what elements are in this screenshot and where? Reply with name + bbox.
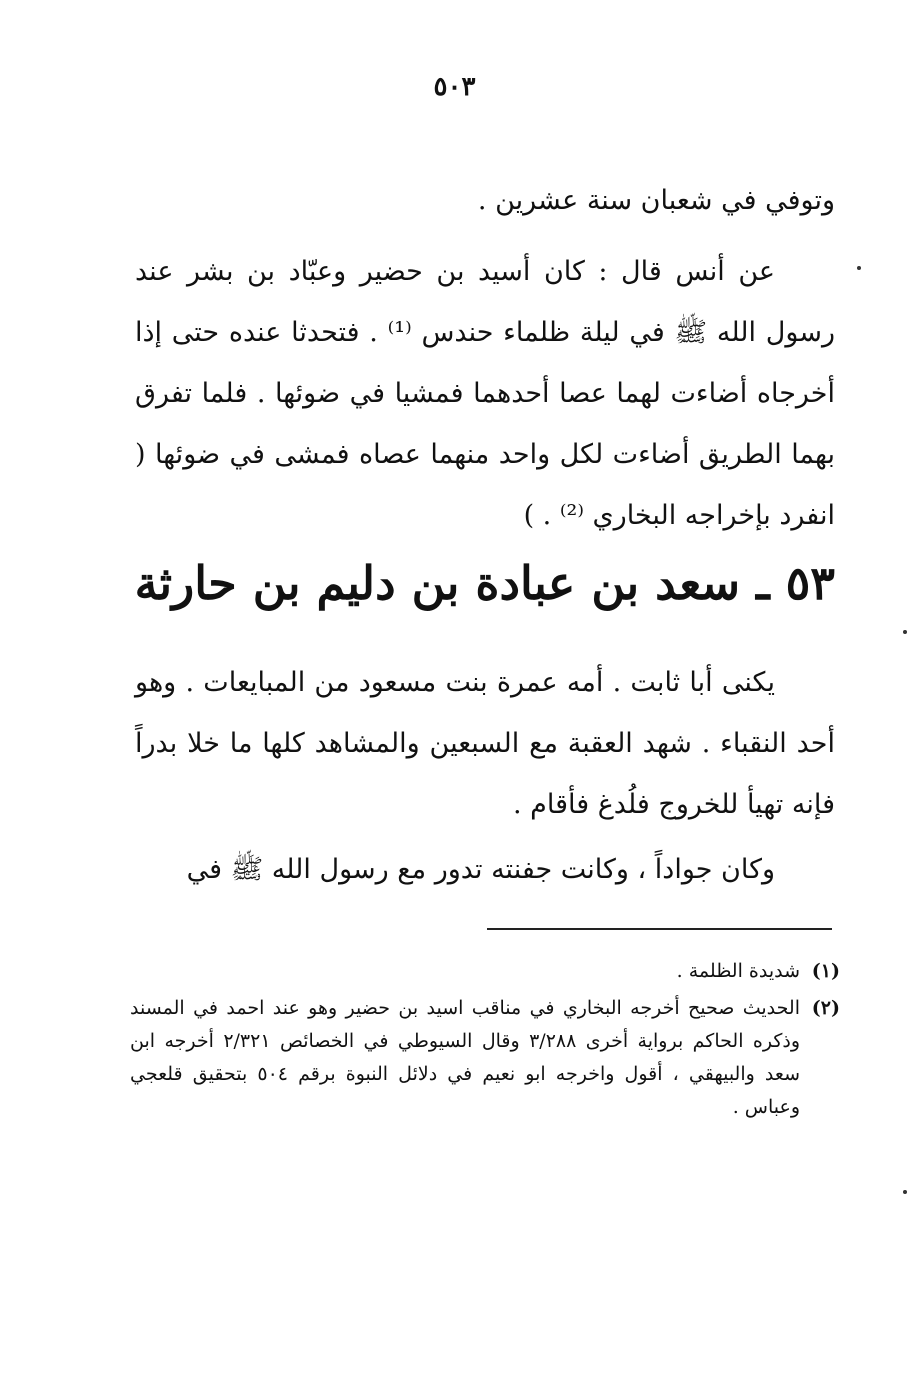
biography-paragraph-1: يكنى أبا ثابت . أمه عمرة بنت مسعود من المبايعات . وهو أحد النقباء . شهد العقبة مع السبعين والمشاهد كلها ما خلا بدراً فإنه تهيأ للخروج فلُدغ فأقام . [135, 667, 835, 820]
biography-paragraph-2: وكان جواداً ، وكانت جفنته تدور مع رسول الله ﷺ في [186, 854, 775, 885]
footnote-2 [130, 992, 840, 1124]
top-text-block [135, 170, 835, 546]
scan-speck-mark [903, 630, 907, 634]
footnote-divider [487, 928, 832, 930]
biography-block [135, 652, 835, 900]
footnotes-section [130, 955, 840, 1128]
scan-speck-mark [857, 266, 861, 270]
footnote-2-number: (٢) [811, 997, 840, 1019]
footnote-2-text: الحديث صحيح أخرجه البخاري في مناقب اسيد بن حضير وهو عند احمد في المسند وذكره الحاكم برواية أخرى ٣/٢٨٨ وقال السيوطي في الخصائص ٢/٣٢١ أخرجه ابن سعد والبيهقي ، أقول واخرجه ابو نعيم في دلائل النبوة برقم ٥٠٤ بتحقيق قلعجي وعباس . [130, 997, 801, 1118]
footnote-1-number: (١) [811, 960, 840, 982]
death-date-line: وتوفي في شعبان سنة عشرين . [477, 185, 835, 216]
footnote-1 [130, 955, 840, 988]
scan-speck-mark [903, 1190, 907, 1194]
chapter-heading: ٥٣ ـ سعد بن عبادة بن دليم بن حارثة [134, 556, 835, 610]
footnote-1-text: شديدة الظلمة . [676, 960, 800, 982]
page-number: ٥٠٣ [433, 72, 476, 102]
anas-narration-paragraph: عن أنس قال : كان أسيد بن حضير وعبّاد بن بشر عند رسول الله ﷺ في ليلة ظلماء حندس ⁽¹⁾ . فتحدثا عنده حتى إذا أخرجاه أضاءت لهما عصا أحدهما فمشيا في ضوئها . فلما تفرق بهما الطريق أضاءت لكل واحد منهما عصاه فمشى في ضوئها ( انفرد بإخراجه البخاري ⁽²⁾ . ) [135, 256, 835, 531]
